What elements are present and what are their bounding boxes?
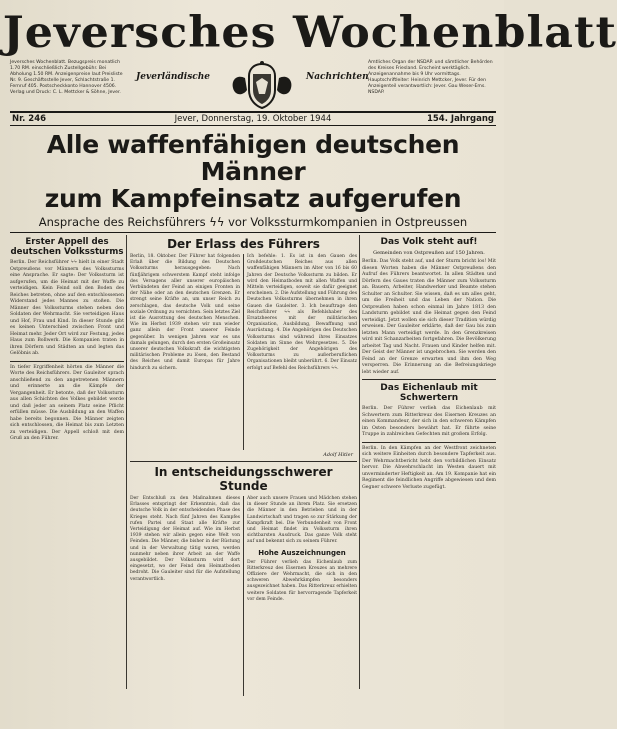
article-body-westfront: Berlin. In den Kämpfen an der Westfront zeichneten sich weitere Einheiten durch besondere Tapferkeit aus. Der Wehrmachtbericht hebt den vorbildlichen Einsatz hervor. Die Abwehrschlacht im Westen dauert mit unverminderter Heftigkeit an. Am 19. Kompanie hat ein Regiment die feindlichen Angriffe abgewiesen und dem Gegner schwere Verluste zugefügt. [362,445,496,490]
divider [130,461,357,462]
masthead-ear-left: Jeversches Wochenblatt. Bezugspreis monatlich 1.70 RM. einschließlich Zustellgebühr. Bei Abholung 1.50 RM. Anzeigenpreise laut Preisliste Nr. 9. Geschäftsstelle Jever, Schlachtstraße 1. Fernruf 405. Postscheckkonto Hannover 4506. Verlag und Druck: C. L. Mettcker & Söhne, Jever. [10,60,123,96]
column-rule [243,496,244,696]
article-heading-volk: Das Volk steht auf! [380,237,478,247]
column-2 [130,235,357,689]
volume-year: 154. Jahrgang [426,114,494,124]
article-body-appell-2: In tiefer Ergriffenheit hörten die Männer die Worte des Reichsführers. Der Gauleiter sprach anschließend zu den angetretenen Männern und erinnerte an die Kämpfe der Vergangenheit. Er betonte, daß der Volkssturm aus allen Schichten des Volkes gebildet werde und daß jeder an seinem Platz seine Pflicht erfüllen müsse. Die Ausbildung an den Waffen habe bereits begonnen. Die Männer zeigten sich entschlossen, die Heimat bis zum Letzten zu verteidigen. Der Appell schloß mit dem Gruß an den Führer. [10,364,124,441]
headline-subhead: Ansprache des Reichsführers ϟϟ vor Volkssturmkompanien in Ostpreussen [10,215,496,233]
dateline-bar [10,111,496,126]
column-3 [362,235,496,689]
erlass-signature: Adolf Hitler [323,452,353,458]
masthead-subtitle-left: Jeverländische [136,72,211,82]
stunde-right-block [247,496,357,603]
article-body-appell-1: Berlin. Der Reichsführer ϟϟ hielt in einer Stadt Ostpreußens vor Männern des Volkssturms eine Ansprache. Er sagte: Der Volkssturm ist aufgerufen, um die Heimat mit der Waffe zu verteidigen. Kein Feind soll den Boden des Reiches betreten, ohne auf den entschlossenen Widerstand jedes Mannes zu stoßen. Die Männer des Volkssturms stehen neben den Soldaten der Wehrmacht. Sie verteidigen Haus und Hof, Frau und Kind. In dieser Stunde gibt es keinen Unterschied zwischen Front und Heimat mehr. Jeder Ort wird zur Festung, jedes Haus zum Bollwerk. Die Kompanien traten in ihren Dörfern und Städten an und legten das Gelöbnis ab. [10,260,124,356]
article-body-volk: Berlin. Das Volk steht auf, und der Sturm bricht los! Mit diesen Worten haben die Männer Ostpreußens den Aufruf des Führers beantwortet. In allen Städten und Dörfern des Gaues traten die Männer zum Volkssturm an. Bauern, Arbeiter, Handwerker und Beamte stehen Schulter an Schulter. Sie wissen, daß es um alles geht, um die Freiheit und das Leben der Nation. Die Ostpreußen haben schon einmal im Jahre 1813 den Landsturm gebildet und die Heimat gegen den Feind verteidigt. Jetzt wollen sie sich dieser Tradition würdig erweisen. Der Gauleiter erklärte, daß der Gau bis zum letzten Mann verteidigt werde. In den Grenzkreisen wird mit Schanzarbeiten fortgefahren. Die Bevölkerung arbeitet Tag und Nacht. Frauen und Kinder helfen mit. Der Geist der Männer ist ungebrochen. Sie werden den Feind an der Grenze erwarten und ihm den Weg versperren. Die Erinnerung an die Befreiungskriege lebt wieder auf. [362,259,496,375]
issue-date: Jever, Donnerstag, 19. Oktober 1944 [174,114,332,124]
article-body-erlass-a: Berlin, 18. Oktober. Der Führer hat folgenden Erlaß über die Bildung des Deutschen Volkssturms herausgegeben: Nach fünfjährigem schwerstem Kampf steht infolge des Versagens aller unserer europäischen Verbündeten der Feind an einigen Fronten in der Nähe oder an den deutschen Grenzen. Er strengt seine Kräfte an, um unser Reich zu zerschlagen, das deutsche Volk und seine soziale Ordnung zu vernichten. Sein letztes Ziel ist die Ausrottung des deutschen Menschen. Wie im Herbst 1939 stehen wir nun wieder ganz allein der Front unserer Feinde gegenüber. In wenigen Jahren war es uns damals gelungen, durch den ersten Großeinsatz unserer deutschen Volkskraft die wichtigsten militärischen Probleme zu lösen, den Bestand des Reiches und damit Europas für Jahre hindurch zu sichern. [130,254,240,371]
divider [362,379,496,380]
headline-line-1: Alle waffenfähigen deutschen Männer [46,130,460,186]
masthead [2,6,617,124]
issue-number: Nr. 246 [12,114,47,124]
divider [10,361,124,362]
stunde-subcolumns [130,496,357,696]
newspaper-title: Jeversches Wochenblatt [2,8,617,58]
article-heading-erlass: Der Erlass des Führers [167,237,320,251]
column-rule [126,235,127,689]
headline-line-2: zum Kampfeinsatz aufgerufen [44,184,462,213]
divider [362,442,496,443]
article-body-erlass-b: Ich befehle: 1. Es ist in den Gauen des Großdeutschen Reiches aus allen waffenfähigen Männern im Alter von 16 bis 60 Jahren der Deutsche Volkssturm zu bilden. Er wird den Heimatboden mit allen Waffen und Mitteln verteidigen, soweit sie dafür geeignet erscheinen. 2. Die Aufstellung und Führung des Deutschen Volkssturms übernehmen in ihren Gauen die Gauleiter. 3. Ich beauftrage den Reichsführer ϟϟ als Befehlshaber des Ersatzheeres mit der militärischen Organisation, Ausbildung, Bewaffnung und Ausrüstung. 4. Die Angehörigen des Deutschen Volkssturms sind während ihres Einsatzes Soldaten im Sinne des Wehrgesetzes. 5. Die Zugehörigkeit der Angehörigen des Volkssturms zu außerberuflichen Organisationen bleibt unberührt. 6. Der Einsatz erfolgt auf Befehl des Reichsführers ϟϟ. [247,254,357,371]
article-heading-appell: Erster Appell des deutschen Volkssturms [10,237,124,257]
article-heading-auszeichnungen: Hohe Auszeichnungen [258,548,346,557]
article-subheading-volk: Gemeinden von Ostpreußen auf 150 Jahren. [373,250,485,256]
masthead-subtitle-right: Nachrichten [306,72,369,82]
article-body-stunde-a: Der Entschluß zu den Maßnahmen dieses Erlasses entspringt der Erkenntnis, daß das deutsche Volk in der entscheidenden Phase des Krieges steht. Nach fünf Jahren des Kampfes rufen Partei und Staat alle Kräfte zur Verteidigung der Heimat auf. Wie im Herbst 1939 stehen wir allein gegen eine Welt von Feinden. Die Männer, die bisher in der Rüstung und in der Verwaltung tätig waren, werden nunmehr neben ihrer Arbeit an der Waffe ausgebildet. Der Volkssturm wird dort eingesetzt, wo der Feind den Heimatboden bedroht. Die Gauleiter sind für die Aufstellung verantwortlich. [130,496,240,582]
article-columns [10,235,496,689]
article-body-eichenlaub: Berlin. Der Führer verlieh das Eichenlaub mit Schwertern zum Ritterkreuz des Eisernen Kreuzes an einen Kommandeur, der sich in den schweren Kämpfen im Osten besonders bewährt hat. Er führte seine Truppe in zahlreichen Gefechten mit großem Erfolg. [362,406,496,437]
column-rule [243,254,244,450]
column-1 [10,235,124,689]
article-heading-stunde: In entscheidungsschwerer Stunde [154,465,333,493]
crest-emblem-icon [225,60,299,110]
article-body-stunde-b: Aber auch unsere Frauen und Mädchen stehen in dieser Stunde an ihrem Platz. Sie ersetzen die Männer in den Betrieben und in der Landwirtschaft und tragen so zur Stärkung der Kampfkraft bei. Die Verbundenheit von Front und Heimat findet im Volkssturm ihren sichtbarsten Ausdruck. Das ganze Volk steht auf und bekennt sich zu seinem Führer. [247,496,357,545]
main-headline [10,131,496,212]
erlass-subcolumns [130,254,357,450]
column-rule [359,235,360,689]
masthead-ear-right: Amtliches Organ der NSDAP. und sämtlicher Behörden des Kreises Friesland. Erscheint werktäglich. Anzeigenannahme bis 9 Uhr vormittags. Hauptschriftleiter: Heinrich Mettcker, Jever. Für den Anzeigenteil verantwortlich: Jever. Gau Weser-Ems. NSDAP. [368,60,493,96]
article-body-auszeichnungen: Der Führer verlieh das Eichenlaub zum Ritterkreuz des Eisernen Kreuzes an mehrere Offiziere der Wehrmacht, die sich in den schweren Abwehrkämpfen besonders ausgezeichnet haben. Das Ritterkreuz erhielten weitere Soldaten für hervorragende Tapferkeit vor dem Feinde. [247,559,357,602]
article-heading-eichenlaub: Das Eichenlaub mit Schwertern [380,383,478,403]
